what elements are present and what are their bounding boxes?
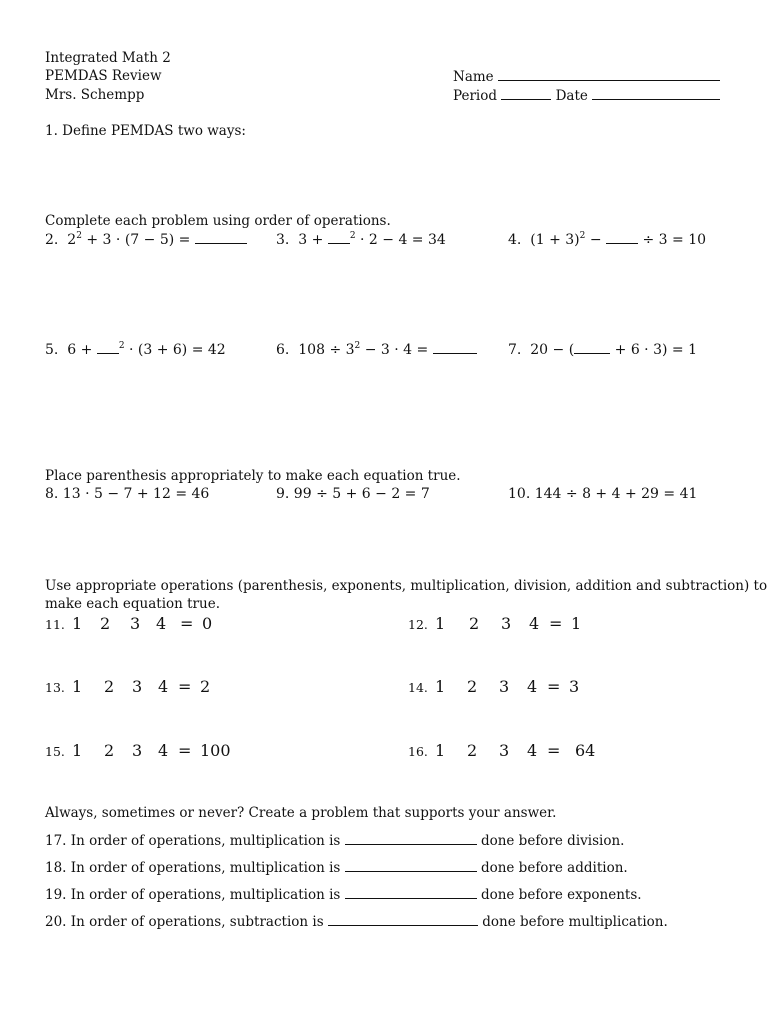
period-date-row [453, 87, 720, 104]
date-label: Date [555, 88, 588, 104]
problem-20: 20. In order of operations, subtraction is done before multiplication. [45, 914, 668, 930]
answer-blank[interactable] [328, 913, 478, 926]
answer-blank[interactable] [345, 859, 477, 872]
course-name: Integrated Math 2 [45, 50, 171, 66]
answer-blank[interactable] [606, 231, 638, 244]
problem-6: 6. $108 \div 3^2 - 3 \cdot 4$ = [276, 341, 477, 360]
period-blank[interactable] [501, 87, 551, 100]
answer-blank[interactable] [345, 886, 477, 899]
problem-11: 11. 1 2 3 4 = 0 [45, 614, 213, 633]
problem-16: 16. 1 2 3 4 = 64 [408, 741, 596, 760]
answer-blank[interactable] [433, 341, 477, 354]
section3-instruction-line1: Use appropriate operations (parenthesis, exponents, multiplication, division, addition and subtraction) to [45, 578, 768, 594]
section3-instruction-line2: make each equation true. [45, 596, 220, 612]
problem-3: 3. 3 + $^2$ · 2 − 4 = 34 [276, 231, 446, 248]
date-blank[interactable] [592, 87, 720, 100]
name-field[interactable] [453, 68, 720, 85]
answer-blank[interactable] [195, 231, 247, 244]
name-label: Name [453, 69, 494, 85]
problem-17: 17. In order of operations, multiplication is done before division. [45, 833, 625, 849]
section2-instruction: Place parenthesis appropriately to make each equation true. [45, 468, 461, 484]
problem-19: 19. In order of operations, multiplication is done before exponents. [45, 887, 642, 903]
answer-blank[interactable] [345, 832, 477, 845]
problem-8: 8. 13 · 5 − 7 + 12 = 46 [45, 486, 210, 502]
problem-14: 14. 1 2 3 4 = 3 [408, 677, 580, 696]
period-label: Period [453, 88, 498, 104]
answer-blank[interactable] [574, 341, 610, 354]
name-blank[interactable] [498, 68, 720, 81]
section4-instruction: Always, sometimes or never? Create a problem that supports your answer. [45, 805, 557, 821]
problem-7: 7. 20 − ( + 6 · 3) = 1 [508, 342, 697, 358]
problem-10: 10. 144 ÷ 8 + 4 + 29 = 41 [508, 486, 698, 502]
answer-blank[interactable] [328, 231, 350, 244]
problem-15: 15. 1 2 3 4 = 100 [45, 741, 231, 760]
problem-13: 13. 1 2 3 4 = 2 [45, 677, 211, 696]
problem-9: 9. 99 ÷ 5 + 6 − 2 = 7 [276, 486, 430, 502]
answer-blank[interactable] [97, 341, 119, 354]
problem-5: 5. 6 + $^2$ · (3 + 6) = 42 [45, 341, 226, 358]
problem-18: 18. In order of operations, multiplication is done before addition. [45, 860, 628, 876]
teacher-name: Mrs. Schempp [45, 87, 145, 103]
worksheet-title: PEMDAS Review [45, 68, 162, 84]
problem-4: 4. $(1 + 3)^2$ − ÷ 3 = 10 [508, 231, 707, 248]
problem-12: 12. 1 2 3 4 = 1 [408, 614, 582, 633]
question-1: 1. Define PEMDAS two ways: [45, 123, 246, 139]
problem-2: 2. $2^2 + 3 \cdot (7 - 5)$ = [45, 231, 247, 250]
section1-instruction: Complete each problem using order of operations. [45, 213, 391, 229]
